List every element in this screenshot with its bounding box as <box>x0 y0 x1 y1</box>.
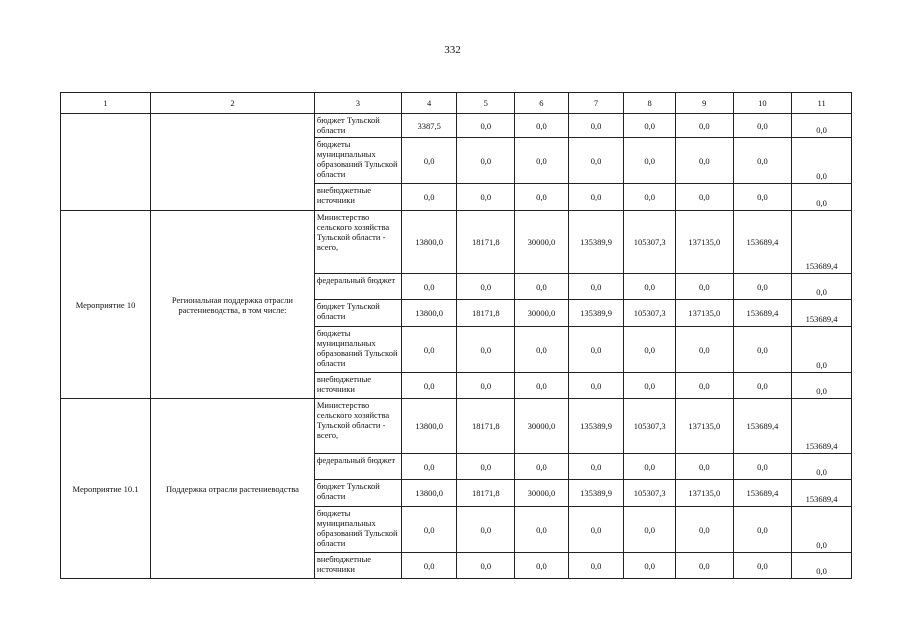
funding-source-cell: бюджет Тульской области <box>314 480 401 507</box>
value-cell-col7: 135389,9 <box>568 399 624 454</box>
value-cell-col7: 0,0 <box>568 373 624 399</box>
value-cell-col8: 0,0 <box>624 138 676 184</box>
value-cell-col10: 0,0 <box>733 274 792 300</box>
table-header <box>61 93 852 114</box>
value-cell-col4: 13800,0 <box>401 399 457 454</box>
value-cell-col7: 0,0 <box>568 274 624 300</box>
value-cell-col10: 0,0 <box>733 454 792 480</box>
value-cell-col8: 105307,3 <box>624 480 676 507</box>
value-cell-col10: 0,0 <box>733 553 792 579</box>
value-cell-col6: 30000,0 <box>515 480 569 507</box>
value-cell-col4: 13800,0 <box>401 300 457 327</box>
value-cell-col10: 0,0 <box>733 327 792 373</box>
value-cell-col4: 0,0 <box>401 138 457 184</box>
value-cell-col9: 0,0 <box>675 138 733 184</box>
value-cell-col11: 153689,4 <box>792 211 852 274</box>
funding-source-cell: бюджеты муниципальных образований Тульской области <box>314 507 401 553</box>
column-header-1: 1 <box>61 93 151 114</box>
funding-source-cell: Министерство сельского хозяйства Тульской области - всего, <box>314 399 401 454</box>
value-cell-col6: 0,0 <box>515 114 569 138</box>
value-cell-col5: 0,0 <box>457 507 515 553</box>
measure-name-cell: Мероприятие 10.1 <box>61 399 151 579</box>
header-row <box>61 93 852 114</box>
value-cell-col11: 0,0 <box>792 454 852 480</box>
funding-source-cell: федеральный бюджет <box>314 274 401 300</box>
funding-source-cell: внебюджетные источники <box>314 184 401 211</box>
value-cell-col8: 0,0 <box>624 274 676 300</box>
value-cell-col11: 153689,4 <box>792 300 852 327</box>
value-cell-col4: 13800,0 <box>401 480 457 507</box>
table-row <box>61 211 852 274</box>
value-cell-col8: 0,0 <box>624 373 676 399</box>
value-cell-col8: 105307,3 <box>624 300 676 327</box>
value-cell-col9: 137135,0 <box>675 300 733 327</box>
value-cell-col6: 0,0 <box>515 507 569 553</box>
value-cell-col5: 0,0 <box>457 553 515 579</box>
value-cell-col5: 0,0 <box>457 454 515 480</box>
funding-source-cell: внебюджетные источники <box>314 553 401 579</box>
value-cell-col7: 0,0 <box>568 114 624 138</box>
value-cell-col8: 0,0 <box>624 114 676 138</box>
value-cell-col6: 0,0 <box>515 553 569 579</box>
funding-source-cell: внебюджетные источники <box>314 373 401 399</box>
value-cell-col7: 0,0 <box>568 553 624 579</box>
value-cell-col5: 0,0 <box>457 114 515 138</box>
value-cell-col8: 0,0 <box>624 454 676 480</box>
value-cell-col10: 153689,4 <box>733 211 792 274</box>
value-cell-col8: 0,0 <box>624 507 676 553</box>
table-body <box>61 114 852 579</box>
column-header-8: 8 <box>624 93 676 114</box>
table-row <box>61 114 852 138</box>
value-cell-col11: 153689,4 <box>792 480 852 507</box>
value-cell-col7: 0,0 <box>568 184 624 211</box>
column-header-11: 11 <box>792 93 852 114</box>
value-cell-col4: 0,0 <box>401 507 457 553</box>
value-cell-col11: 0,0 <box>792 373 852 399</box>
funding-source-cell: бюджет Тульской области <box>314 114 401 138</box>
value-cell-col9: 0,0 <box>675 184 733 211</box>
value-cell-col11: 153689,4 <box>792 399 852 454</box>
value-cell-col4: 0,0 <box>401 184 457 211</box>
funding-source-cell: бюджеты муниципальных образований Тульской области <box>314 327 401 373</box>
value-cell-col5: 18171,8 <box>457 211 515 274</box>
value-cell-col8: 0,0 <box>624 184 676 211</box>
value-cell-col11: 0,0 <box>792 138 852 184</box>
value-cell-col11: 0,0 <box>792 184 852 211</box>
funding-source-cell: Министерство сельского хозяйства Тульской области - всего, <box>314 211 401 274</box>
value-cell-col7: 135389,9 <box>568 300 624 327</box>
value-cell-col7: 135389,9 <box>568 480 624 507</box>
column-header-2: 2 <box>151 93 315 114</box>
value-cell-col6: 0,0 <box>515 327 569 373</box>
value-cell-col8: 0,0 <box>624 327 676 373</box>
measure-description-cell: Региональная поддержка отрасли растениеводства, в том числе: <box>151 211 315 399</box>
column-header-7: 7 <box>568 93 624 114</box>
value-cell-col7: 0,0 <box>568 138 624 184</box>
measure-description-cell: Поддержка отрасли растениеводства <box>151 399 315 579</box>
value-cell-col10: 0,0 <box>733 373 792 399</box>
value-cell-col6: 0,0 <box>515 454 569 480</box>
value-cell-col7: 0,0 <box>568 327 624 373</box>
value-cell-col5: 0,0 <box>457 138 515 184</box>
value-cell-col6: 30000,0 <box>515 211 569 274</box>
value-cell-col5: 0,0 <box>457 327 515 373</box>
page-number: 332 <box>444 44 461 56</box>
column-header-5: 5 <box>457 93 515 114</box>
value-cell-col10: 0,0 <box>733 138 792 184</box>
value-cell-col10: 153689,4 <box>733 399 792 454</box>
value-cell-col11: 0,0 <box>792 274 852 300</box>
value-cell-col6: 0,0 <box>515 274 569 300</box>
value-cell-col9: 137135,0 <box>675 480 733 507</box>
value-cell-col6: 0,0 <box>515 138 569 184</box>
column-header-9: 9 <box>675 93 733 114</box>
funding-source-cell: бюджет Тульской области <box>314 300 401 327</box>
value-cell-col11: 0,0 <box>792 327 852 373</box>
value-cell-col9: 0,0 <box>675 114 733 138</box>
value-cell-col5: 18171,8 <box>457 399 515 454</box>
measure-name-cell <box>61 114 151 211</box>
value-cell-col4: 0,0 <box>401 373 457 399</box>
value-cell-col8: 0,0 <box>624 553 676 579</box>
funding-source-cell: бюджеты муниципальных образований Тульской области <box>314 138 401 184</box>
value-cell-col9: 137135,0 <box>675 211 733 274</box>
value-cell-col8: 105307,3 <box>624 211 676 274</box>
value-cell-col4: 0,0 <box>401 454 457 480</box>
funding-source-cell: федеральный бюджет <box>314 454 401 480</box>
column-header-6: 6 <box>515 93 569 114</box>
value-cell-col11: 0,0 <box>792 507 852 553</box>
value-cell-col9: 0,0 <box>675 507 733 553</box>
value-cell-col9: 0,0 <box>675 454 733 480</box>
value-cell-col5: 0,0 <box>457 373 515 399</box>
value-cell-col4: 0,0 <box>401 553 457 579</box>
value-cell-col6: 0,0 <box>515 184 569 211</box>
value-cell-col8: 105307,3 <box>624 399 676 454</box>
value-cell-col10: 153689,4 <box>733 300 792 327</box>
value-cell-col9: 137135,0 <box>675 399 733 454</box>
value-cell-col6: 30000,0 <box>515 399 569 454</box>
value-cell-col4: 13800,0 <box>401 211 457 274</box>
value-cell-col4: 0,0 <box>401 327 457 373</box>
value-cell-col9: 0,0 <box>675 373 733 399</box>
column-header-3: 3 <box>314 93 401 114</box>
budget-table <box>60 92 852 579</box>
value-cell-col9: 0,0 <box>675 274 733 300</box>
value-cell-col5: 18171,8 <box>457 300 515 327</box>
column-header-10: 10 <box>733 93 792 114</box>
value-cell-col6: 30000,0 <box>515 300 569 327</box>
value-cell-col11: 0,0 <box>792 114 852 138</box>
column-header-4: 4 <box>401 93 457 114</box>
value-cell-col10: 0,0 <box>733 507 792 553</box>
measure-name-cell: Мероприятие 10 <box>61 211 151 399</box>
value-cell-col7: 135389,9 <box>568 211 624 274</box>
value-cell-col5: 18171,8 <box>457 480 515 507</box>
value-cell-col9: 0,0 <box>675 327 733 373</box>
value-cell-col4: 0,0 <box>401 274 457 300</box>
value-cell-col5: 0,0 <box>457 274 515 300</box>
value-cell-col7: 0,0 <box>568 507 624 553</box>
value-cell-col5: 0,0 <box>457 184 515 211</box>
value-cell-col10: 0,0 <box>733 184 792 211</box>
table-row <box>61 399 852 454</box>
value-cell-col10: 153689,4 <box>733 480 792 507</box>
value-cell-col6: 0,0 <box>515 373 569 399</box>
measure-description-cell <box>151 114 315 211</box>
value-cell-col11: 0,0 <box>792 553 852 579</box>
value-cell-col9: 0,0 <box>675 553 733 579</box>
value-cell-col7: 0,0 <box>568 454 624 480</box>
value-cell-col4: 3387,5 <box>401 114 457 138</box>
value-cell-col10: 0,0 <box>733 114 792 138</box>
